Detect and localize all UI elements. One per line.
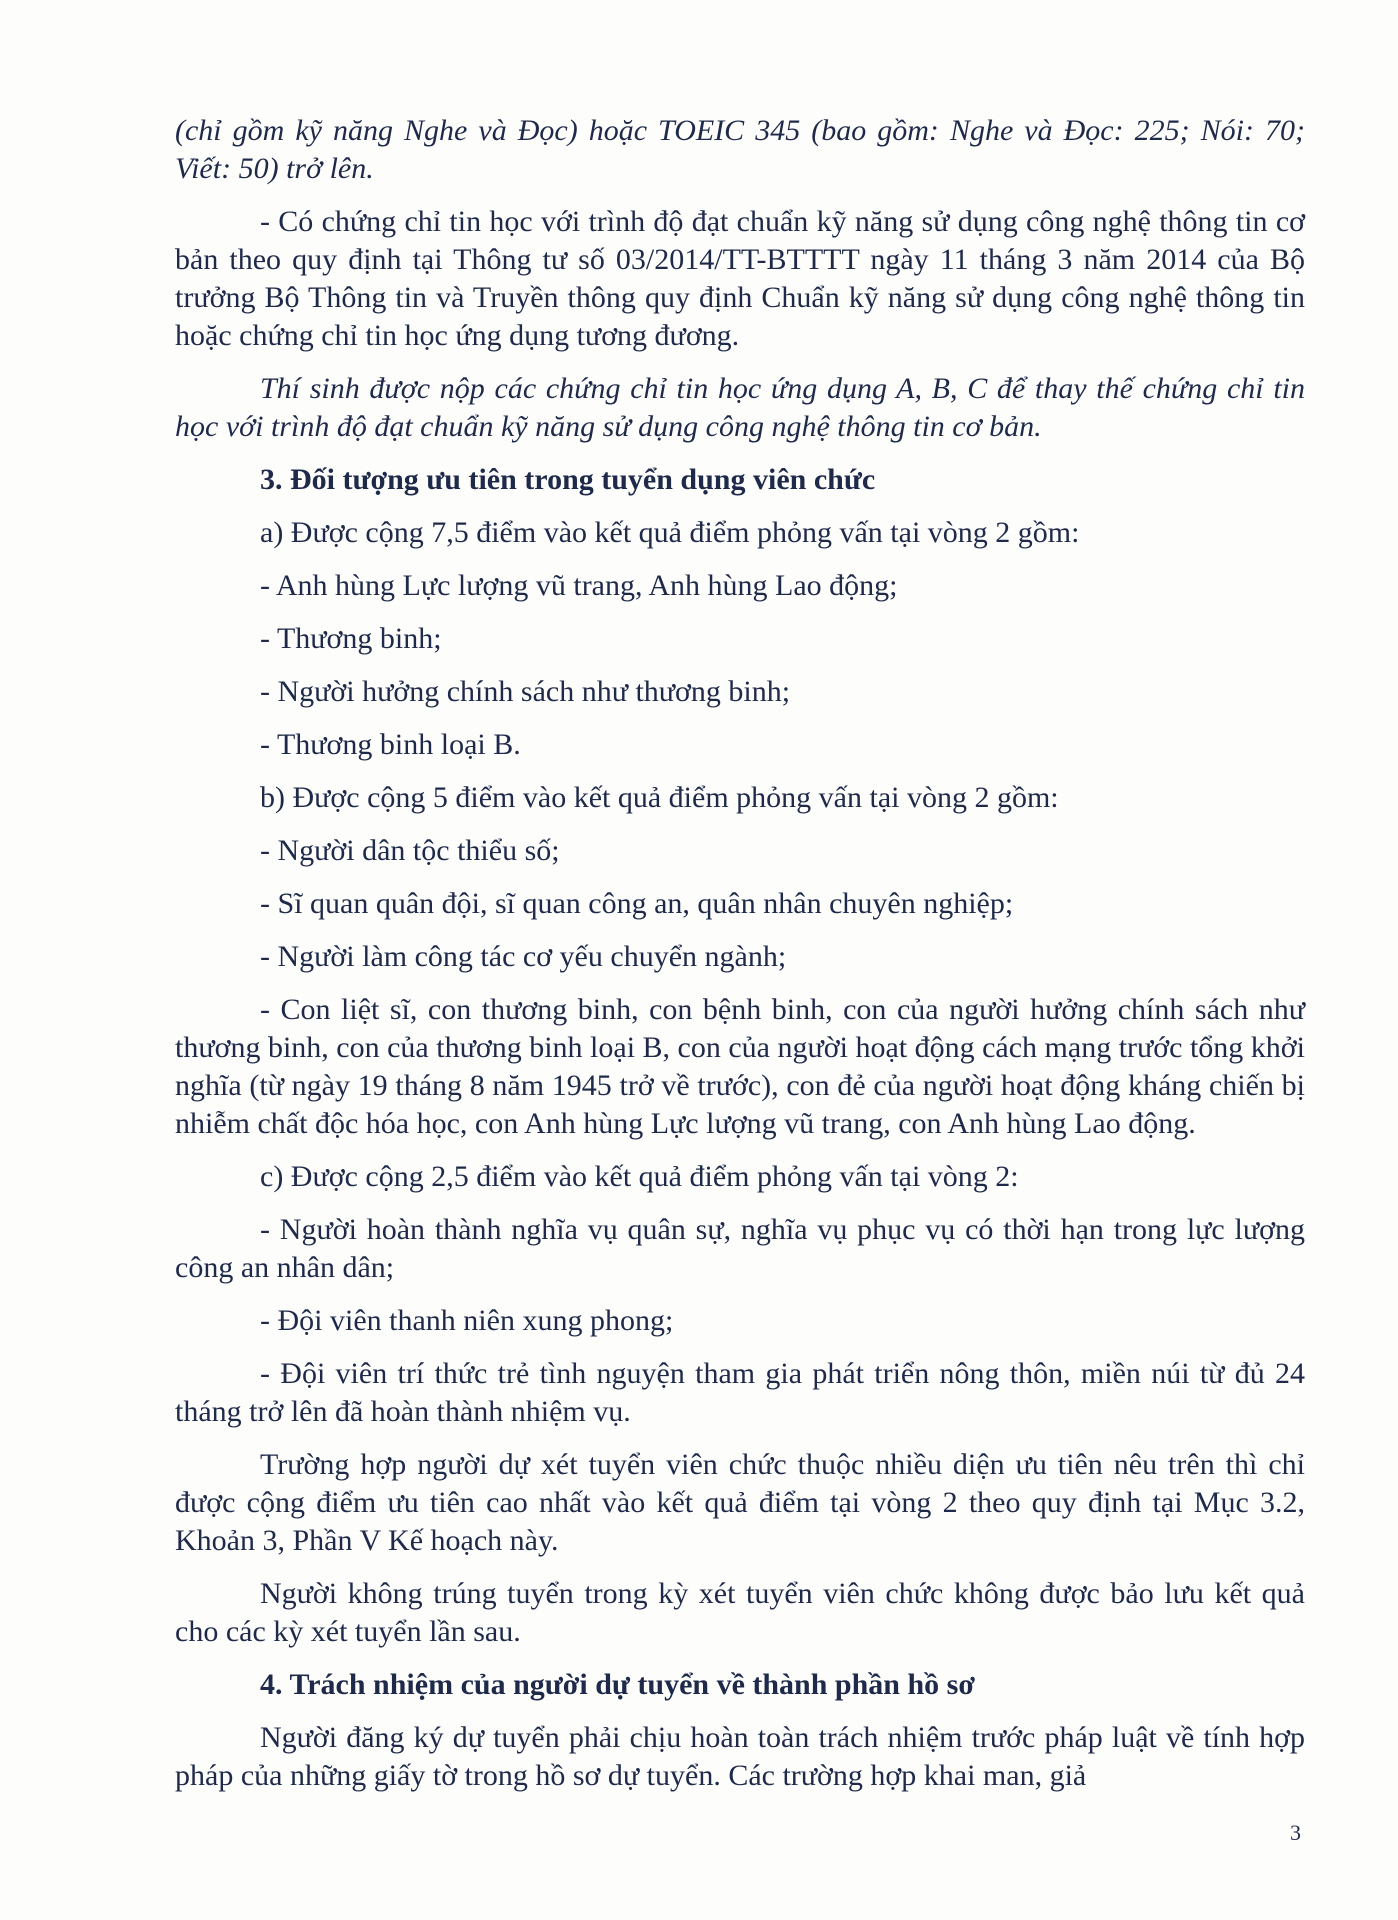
paragraph-multiple-priority: Trường hợp người dự xét tuyển viên chức thuộc nhiều diện ưu tiên nêu trên thì chỉ được cộng điểm ưu tiên cao nhất vào kết quả điểm tại vòng 2 theo quy định tại Mục 3.2, Khoản 3, Phần V Kế hoạch này. bbox=[175, 1448, 1305, 1557]
section-heading-responsibility: 4. Trách nhiệm của người dự tuyển về thành phần hồ sơ bbox=[260, 1668, 975, 1701]
paragraph-it-certificate-note: Thí sinh được nộp các chứng chỉ tin học ứng dụng A, B, C để thay thế chứng chỉ tin học với trình độ đạt chuẩn kỹ năng sử dụng công nghệ thông tin cơ bản. bbox=[175, 372, 1305, 443]
list-item-priority-b-3: - Người làm công tác cơ yếu chuyển ngành; bbox=[260, 940, 787, 973]
paragraph-priority-c: c) Được cộng 2,5 điểm vào kết quả điểm phỏng vấn tại vòng 2: bbox=[260, 1160, 1019, 1193]
list-item-priority-a-3: - Người hưởng chính sách như thương binh; bbox=[260, 675, 791, 708]
list-item-priority-a-4: - Thương binh loại B. bbox=[260, 728, 521, 761]
document-body bbox=[175, 112, 1305, 1810]
list-item-priority-c-2: - Đội viên thanh niên xung phong; bbox=[260, 1304, 674, 1337]
page-number: 3 bbox=[1290, 1820, 1301, 1845]
list-item-priority-c-1: - Người hoàn thành nghĩa vụ quân sự, nghĩa vụ phục vụ có thời hạn trong lực lượng công an nhân dân; bbox=[175, 1213, 1305, 1284]
paragraph-priority-a: a) Được cộng 7,5 điểm vào kết quả điểm phỏng vấn tại vòng 2 gồm: bbox=[260, 516, 1080, 549]
section-heading-priority: 3. Đối tượng ưu tiên trong tuyển dụng viên chức bbox=[260, 463, 876, 496]
list-item-priority-b-1: - Người dân tộc thiểu số; bbox=[260, 834, 560, 867]
paragraph-responsibility: Người đăng ký dự tuyển phải chịu hoàn toàn trách nhiệm trước pháp luật về tính hợp pháp của những giấy tờ trong hồ sơ dự tuyển. Các trường hợp khai man, giả bbox=[175, 1721, 1305, 1792]
list-item-priority-a-2: - Thương binh; bbox=[260, 622, 442, 655]
list-item-priority-b-2: - Sĩ quan quân đội, sĩ quan công an, quân nhân chuyên nghiệp; bbox=[260, 887, 1014, 920]
list-item-priority-b-4: - Con liệt sĩ, con thương binh, con bệnh binh, con của người hưởng chính sách như thương binh, con của thương binh loại B, con của người hoạt động cách mạng trước tổng khởi nghĩa (từ ngày 19 tháng 8 năm 1945 trở về trước), con đẻ của người hoạt động kháng chiến bị nhiễm chất độc hóa học, con Anh hùng Lực lượng vũ trang, con Anh hùng Lao động. bbox=[175, 993, 1305, 1140]
paragraph-it-certificate: - Có chứng chỉ tin học với trình độ đạt chuẩn kỹ năng sử dụng công nghệ thông tin cơ bản theo quy định tại Thông tư số 03/2014/TT-BTTTT ngày 11 tháng 3 năm 2014 của Bộ trưởng Bộ Thông tin và Truyền thông quy định Chuẩn kỹ năng sử dụng công nghệ thông tin hoặc chứng chỉ tin học ứng dụng tương đương. bbox=[175, 205, 1305, 352]
list-item-priority-a-1: - Anh hùng Lực lượng vũ trang, Anh hùng Lao động; bbox=[260, 569, 898, 602]
paragraph-priority-b: b) Được cộng 5 điểm vào kết quả điểm phỏng vấn tại vòng 2 gồm: bbox=[260, 781, 1059, 814]
paragraph-no-reservation: Người không trúng tuyển trong kỳ xét tuyển viên chức không được bảo lưu kết quả cho các kỳ xét tuyển lần sau. bbox=[175, 1577, 1305, 1648]
list-item-priority-c-3: - Đội viên trí thức trẻ tình nguyện tham gia phát triển nông thôn, miền núi từ đủ 24 tháng trở lên đã hoàn thành nhiệm vụ. bbox=[175, 1357, 1305, 1428]
paragraph-language-certificate-continuation: (chỉ gồm kỹ năng Nghe và Đọc) hoặc TOEIC 345 (bao gồm: Nghe và Đọc: 225; Nói: 70; Viết: 50) trở lên. bbox=[175, 114, 1305, 185]
